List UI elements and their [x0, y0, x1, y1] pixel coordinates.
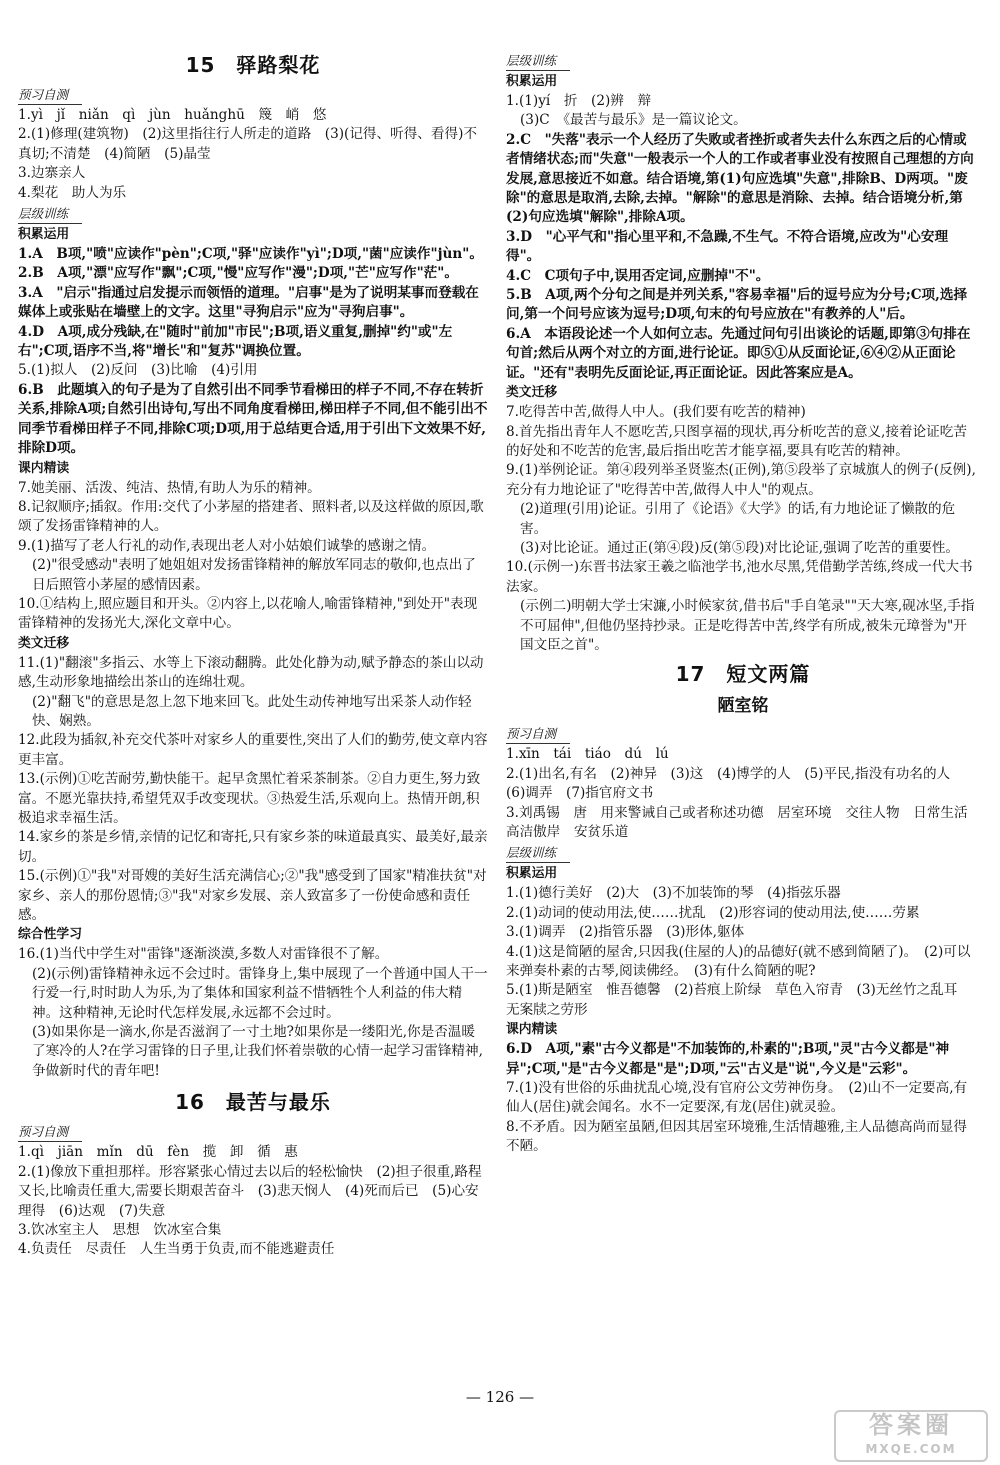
answer-item: 1.qì jiān mǐn dū fèn 揽 卸 循 惠	[18, 1144, 298, 1161]
answer-item: 2.C "失落"表示一个人经历了失败或者挫折或者失去什么东西之后的心情或者情绪状态;而"失意"一般表示一个人的工作或者事业没有按照自己理想的方向发展,意思接近不如意。结合语境,第(1)句应选填"失意",排除B、D两项。"废除"的意思是取消,去除,去掉。"解除"的意思是消除、去掉。结合语境分析,第(2)句应选填"解除",排除A项。	[506, 131, 974, 226]
answer-item: 1.xīn tái tiáo dú lú	[506, 746, 669, 763]
subsection-intensive-reading: 课内精读	[18, 460, 70, 476]
lesson-title-16: 16 最苦与最乐	[175, 1090, 331, 1115]
answer-item: 14.家乡的茶是乡情,亲情的记忆和寄托,只有家乡茶的味道最真实、最美好,最亲切。	[18, 829, 488, 865]
subsection-accumulation: 积累运用	[506, 866, 558, 882]
answer-item: (3)对比论证。通过正(第④段)反(第⑤段)对比论证,强调了吃苦的重要性。	[520, 539, 960, 556]
answer-item: 7.她美丽、活泼、纯洁、热情,有助人为乐的精神。	[18, 479, 321, 496]
answer-item: 6.D A项,"素"古今义都是"不加装饰的,朴素的";B项,"灵"古今义都是"神异";C项,"是"古今义都是"是";D项,"云"古义是"说",今义是"云彩"。	[506, 1041, 950, 1077]
answer-item: 5.(1)斯是陋室 惟吾德馨 (2)苔痕上阶绿 草色入帘青 (3)无丝竹之乱耳 无案牍之劳形	[506, 982, 971, 1018]
answer-item: 4.C C项句子中,误用否定词,应删掉"不"。	[506, 267, 770, 284]
section-layer-training: 层级训练	[506, 844, 570, 863]
section-preview: 预习自测	[18, 86, 82, 105]
answer-item: 8.记叙顺序;插叙。作用:交代了小茅屋的搭建者、照料者,以及这样做的原因,歌颂了发扬雷锋精神的人。	[18, 498, 484, 535]
answer-item: 3.刘禹锡 唐 用来警诫自己或者称述功德 居室环境 交往人物 日常生活 高洁傲岸 安贫乐道	[506, 804, 982, 840]
answer-item: 8.首先指出青年人不愿吃苦,只图享福的现状,再分析吃苦的意义,接着论证吃苦的好处和不吃苦的危害,最后指出吃苦才能享福,要具有吃苦的精神。	[506, 423, 967, 459]
lesson-title-17: 17 短文两篇	[675, 662, 811, 687]
answer-item: (3)如果你是一滴水,你是否滋润了一寸土地?如果你是一缕阳光,你是否温暖了寒冷的人?在学习雷锋的日子里,让我们怀着崇敬的心情一起学习雷锋精神,争做新时代的青年吧!	[32, 1024, 483, 1079]
watermark-text: 答案圈	[869, 1411, 953, 1439]
answer-item: (2)"翻飞"的意思是忽上忽下地来回飞。此处生动传神地写出采茶人动作轻快、娴熟。	[32, 693, 472, 729]
lesson-subtitle: 陋室铭	[717, 696, 769, 717]
watermark-logo	[834, 1410, 988, 1462]
answer-item: 3.D "心平气和"指心里平和,不急躁,不生气。不符合语境,应改为"心安理得"。	[506, 228, 949, 265]
answer-item: 1.(1)yí 折 (2)辨 辩	[506, 93, 652, 109]
section-preview: 预习自测	[18, 1123, 82, 1142]
subsection-accumulation: 积累运用	[18, 227, 70, 243]
answer-item: (2)"很受感动"表明了她姐姐对发扬雷锋精神的解放军同志的敬仰,也点出了日后照管小茅屋的感情因素。	[32, 557, 476, 593]
answer-item: 3.饮冰室主人 思想 饮冰室合集	[18, 1221, 222, 1238]
subsection-comprehensive: 综合性学习	[18, 927, 82, 943]
answer-item: 1.yì jǐ niǎn qì jùn huǎnghū 篾 峭 悠	[18, 107, 327, 123]
section-preview: 预习自测	[506, 725, 570, 744]
subsection-intensive-reading: 课内精读	[506, 1022, 558, 1038]
answer-item: 2.(1)动词的使动用法,使……扰乱 (2)形容词的使动用法,使……劳累	[506, 904, 920, 921]
answer-item: 7.吃得苦中苦,做得人中人。(我们要有吃苦的精神)	[506, 404, 806, 421]
answer-item: (3)C 《最苦与最乐》是一篇议论文。	[520, 112, 747, 129]
answer-item: (2)道理(引用)论证。引用了《论语》《大学》的话,有力地论证了懒散的危害。	[520, 501, 956, 537]
answer-item: 4.负责任 尽责任 人生当勇于负责,而不能逃避责任	[18, 1241, 335, 1258]
answer-item: 1.A B项,"喷"应读作"pèn";C项,"驿"应读作"yì";D项,"菌"应读作"jùn"。	[18, 246, 483, 263]
answer-item: (示例二)明朝大学士宋濂,小时候家贫,借书后"手自笔录""天大寒,砚冰坚,手指不可屈伸",但他仍坚持抄录。正是吃得苦中苦,终学有所成,被朱元璋誉为"开国文臣之首"。	[520, 598, 975, 653]
answer-item: 6.A 本语段论述一个人如何立志。先通过问句引出谈论的话题,即第③句排在句首;然后从两个对立的方面,进行论证。即⑤①从反面论证,⑥④②从正面论证。"还有"表明先反面论证,再正面论证。因此答案应是A。	[506, 325, 971, 381]
answer-item: 9.(1)举例论证。第④段列举圣贤鉴杰(正例),第⑤段举了京城旗人的例子(反例),充分有力地论证了"吃得苦中苦,做得人中人"的观点。	[506, 462, 976, 498]
answer-item: 4.梨花 助人为乐	[18, 184, 127, 201]
answer-item: 6.B 此题填入的句子是为了自然引出不同季节看梯田的样子不同,不存在转折关系,排除A项;自然引出诗句,写出不同角度看梯田,梯田样子不同,但不能引出不同季节看梯田样子不同,排除C项;D项,用于总结更合适,用于引出下文效果不好,排除D项。	[18, 381, 488, 457]
answer-item: 10.①结构上,照应题目和开头。②内容上,以花喻人,喻雷锋精神,"到处开"表现雷锋精神的发扬光大,深化文章中心。	[18, 595, 478, 632]
answer-item: 15.(示例)①"我"对哥嫂的美好生活充满信心;②"我"感受到了国家"精准扶贫"对家乡、亲人的那份恩情;③"我"对家乡发展、亲人致富多了一份使命感和责任感。	[18, 868, 487, 924]
subsection-accumulation: 积累运用	[506, 74, 558, 89]
answer-item: 2.(1)像放下重担那样。形容紧张心情过去以后的轻松愉快 (2)担子很重,路程又长,比喻责任重大,需要长期艰苦奋斗 (3)悲天悯人 (4)死而后已 (5)心安理得 (6)达观 (7)失意	[18, 1163, 482, 1219]
lesson-title-15: 15 驿路梨花	[185, 53, 321, 77]
watermark-url: MXQE.COM	[865, 1442, 957, 1456]
subsection-similar-text: 类文迁移	[506, 385, 558, 401]
answer-item: 8.不矛盾。因为陋室虽陋,但因其居室环境雅,生活情趣雅,主人品德高尚而显得不陋。	[506, 1118, 967, 1155]
left-column	[18, 50, 488, 1260]
answer-item: 2.(1)出名,有名 (2)神异 (3)这 (4)博学的人 (5)平民,指没有功名的人 (6)调弄 (7)指官府文书	[506, 765, 964, 802]
answer-item: 13.(示例)①吃苦耐劳,勤快能干。起早贪黑忙着采茶制茶。②自力更生,努力致富。不愿光靠扶持,希望凭双手改变现状。③热爱生活,乐观向上。热情开朗,积极追求幸福生活。	[18, 771, 481, 826]
answer-item: 11.(1)"翻滚"多指云、水等上下滚动翻腾。此处化静为动,赋予静态的茶山以动感,生动形象地描绘出茶山的连绵壮观。	[18, 654, 484, 691]
answer-item: 1.(1)德行美好 (2)大 (3)不加装饰的琴 (4)指弦乐器	[506, 885, 841, 902]
subsection-similar-text: 类文迁移	[18, 635, 70, 651]
answer-item: 9.(1)描写了老人行礼的动作,表现出老人对小姑娘们诚挚的感谢之情。	[18, 537, 436, 554]
answer-item: 5.(1)拟人 (2)反问 (3)比喻 (4)引用	[18, 362, 258, 379]
answer-item: 5.B A项,两个分句之间是并列关系,"容易幸福"后的逗号应为分号;C项,选择问,第一个问号应该为逗号;D项,句末的句号应放在"有教养的人"后。	[506, 287, 968, 323]
answer-item: 4.D A项,成分残缺,在"随时"前加"市民";B项,语义重复,删掉"约"或"左右";C项,语序不当,将"增长"和"复苏"调换位置。	[18, 323, 453, 360]
section-layer-training: 层级训练	[18, 205, 82, 224]
answer-item: 4.(1)这是简陋的屋舍,只因我(住屋的人)的品德好(就不感到简陋了)。 (2)可以来弹奏朴素的古琴,阅读佛经。 (3)有什么简陋的呢?	[506, 943, 971, 980]
answer-item: 2.(1)修理(建筑物) (2)这里指往行人所走的道路 (3)(记得、听得、看得)不真切;不清楚 (4)简陋 (5)晶莹	[18, 126, 477, 162]
answer-item: 3.A "启示"指通过启发提示而领悟的道理。"启事"是为了说明某事而登载在媒体上或张贴在墙壁上的文字。这里"寻狗启示"应为"寻狗启事"。	[18, 284, 479, 321]
answer-item: 7.(1)没有世俗的乐曲扰乱心境,没有官府公文劳神伤身。 (2)山不一定要高,有仙人(居住)就会闻名。水不一定要深,有龙(居住)就灵验。	[506, 1080, 968, 1116]
right-column	[506, 50, 980, 1157]
answer-item: 12.此段为插叙,补充交代茶叶对家乡人的重要性,突出了人们的勤劳,使文章内容更丰富。	[18, 732, 488, 768]
answer-item: 2.B A项,"漂"应写作"飘";C项,"慢"应写作"漫";D项,"芒"应写作"茫"。	[18, 265, 458, 282]
answer-item: 3.(1)调弄 (2)指管乐器 (3)形体,躯体	[506, 924, 745, 941]
answer-item: (2)(示例)雷锋精神永远不会过时。雷锋身上,集中展现了一个普通中国人干一行爱一行,时时助人为乐,为了集体和国家利益不惜牺牲个人利益的伟大精神。这种精神,无论时代怎样发展,永远都不会过时。	[32, 965, 488, 1021]
page-number: — 126 —	[465, 1388, 535, 1406]
answer-item: 3.边寨亲人	[18, 165, 86, 182]
answer-item: 10.(示例一)东晋书法家王羲之临池学书,池水尽黑,凭借勤学苦练,终成一代大书法家。	[506, 559, 973, 595]
section-layer-training: 层级训练	[506, 52, 570, 71]
answer-item: 16.(1)当代中学生对"雷锋"逐渐淡漠,多数人对雷锋很不了解。	[18, 946, 389, 963]
